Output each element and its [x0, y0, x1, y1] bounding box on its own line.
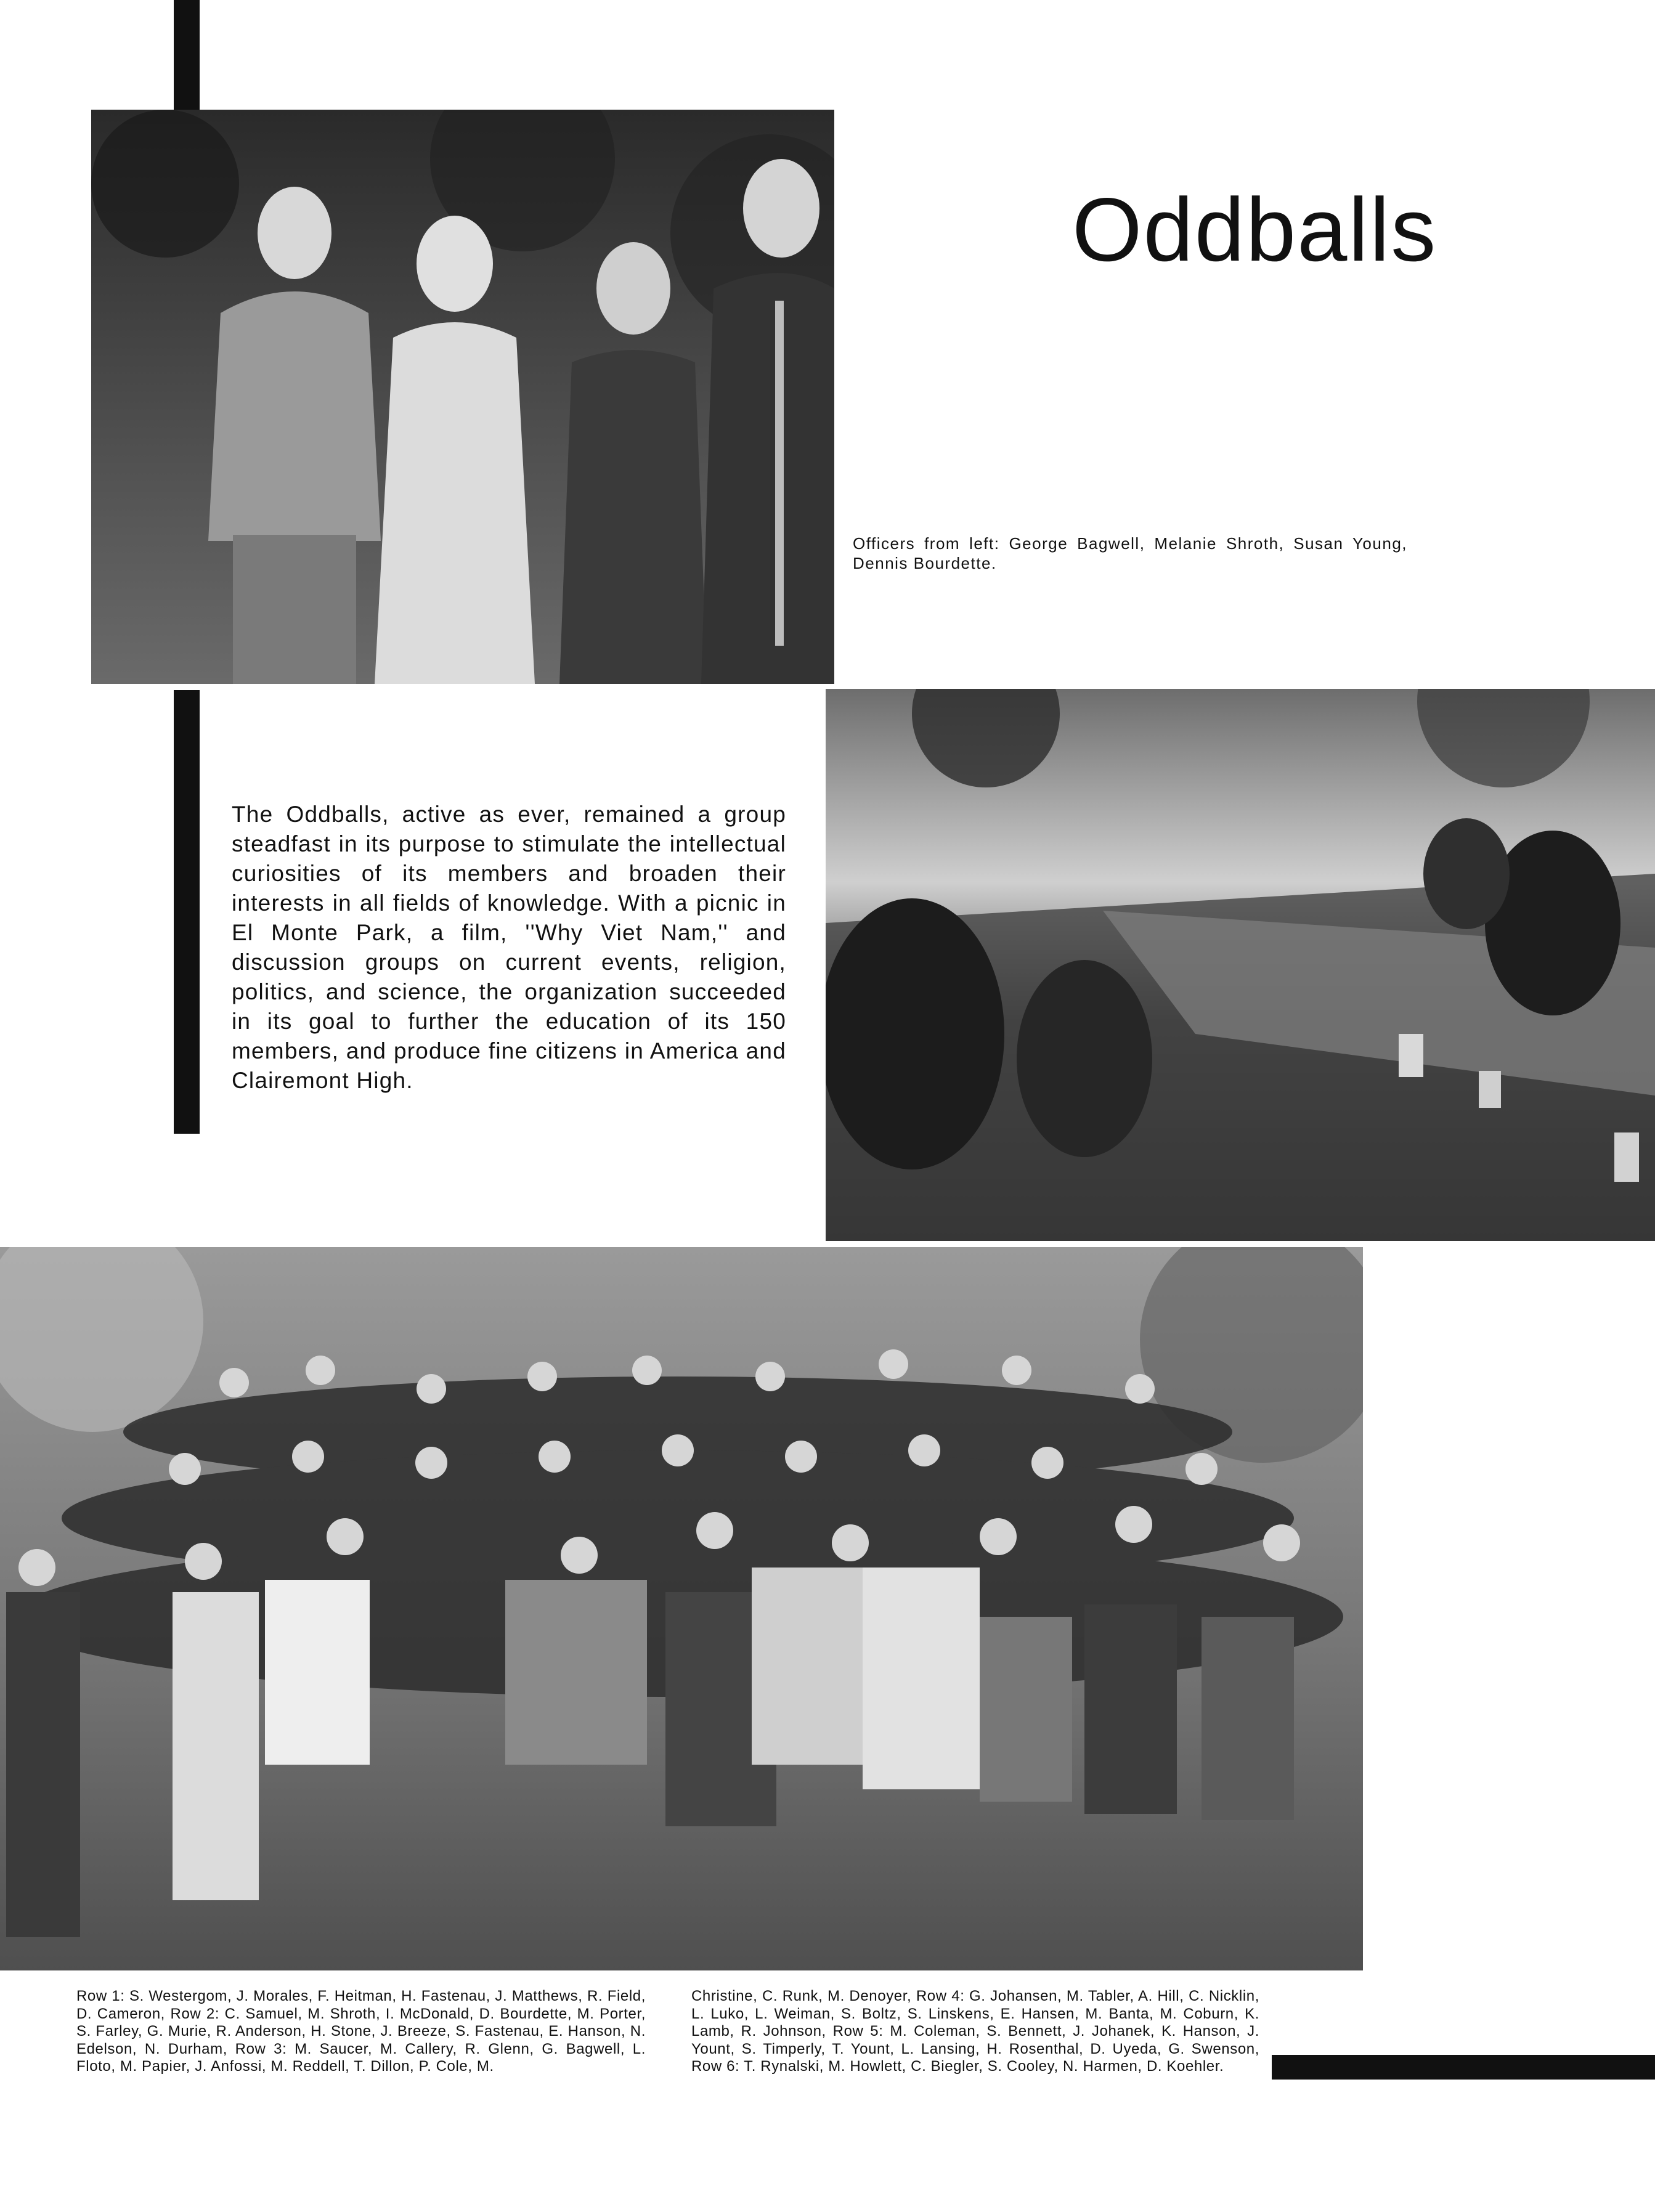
officers-photo	[91, 110, 834, 684]
page-title: Oddballs	[1072, 179, 1437, 280]
roster-caption-left: Row 1: S. Westergom, J. Morales, F. Heitman, H. Fastenau, J. Matthews, R. Field, D. Cameron, Row 2: C. Samuel, M. Shroth, I. McDonald, D. Bourdette, M. Porter, S. Farley, G. Murie, R. Anderson, H. Stone, J. Breeze, S. Fastenau, E. Hanson, N. Edelson, N. Durham, Row 3: M. Saucer, M. Callery, R. Glenn, G. Bagwell, L. Floto, M. Papier, J. Anfossi, M. Reddell, T. Dillon, P. Cole, M.	[76, 1988, 646, 2075]
middle-left-bar	[174, 690, 200, 1134]
officers-caption: Officers from left: George Bagwell, Melanie Shroth, Susan Young, Dennis Bourdette.	[853, 534, 1407, 572]
top-left-bar	[174, 0, 200, 112]
picnic-photo	[826, 689, 1655, 1241]
body-paragraph: The Oddballs, active as ever, remained a group steadfast in its purpose to stimulate the intellectual curiosities of its members and broaden their interests in all fields of knowledge. With a picnic in El Monte Park, a film, ''Why Viet Nam,'' and discussion groups on current events, religion, politics, and science, the organization succeeded in its goal to further the education of its 150 members, and produce fine citizens in America and Clairemont High.	[232, 802, 786, 1093]
group-photo	[0, 1247, 1363, 1970]
bottom-right-bar	[1272, 2055, 1655, 2080]
roster-caption-right: Christine, C. Runk, M. Denoyer, Row 4: G. Johansen, M. Tabler, A. Hill, C. Nicklin, L. Luko, L. Weiman, S. Boltz, S. Linskens, E. Hansen, M. Banta, M. Coburn, K. Lamb, R. Johnson, Row 5: M. Coleman, S. Bennett, J. Johanek, K. Hanson, J. Yount, S. Timperly, T. Yount, L. Lansing, H. Rosenthal, D. Uyeda, G. Swenson, Row 6: T. Rynalski, M. Howlett, C. Biegler, S. Cooley, N. Harmen, D. Koehler.	[691, 1988, 1259, 2075]
